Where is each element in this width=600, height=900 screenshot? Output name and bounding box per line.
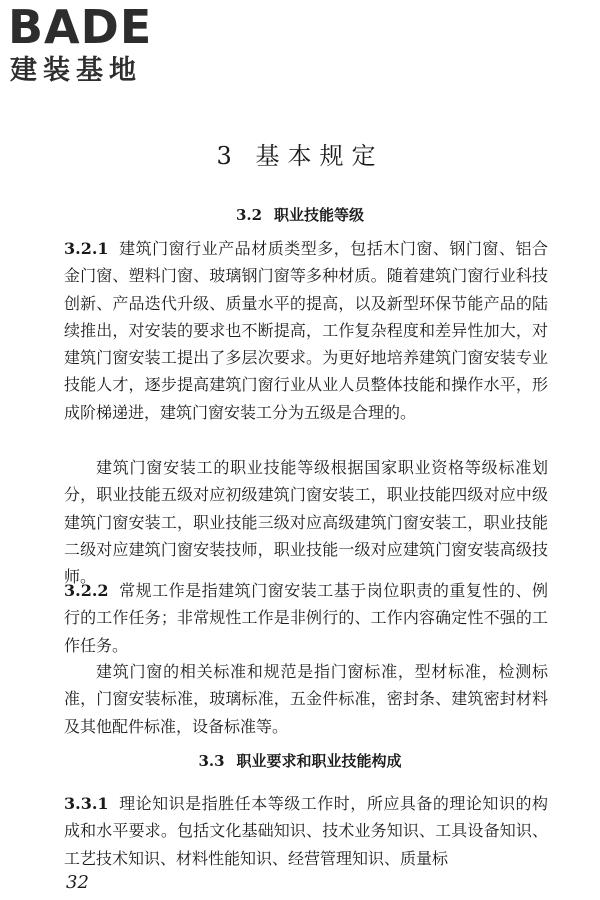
clause-text: 建筑门窗行业产品材质类型多，包括木门窗、钢门窗、铝合金门窗、塑料门窗、玻璃钢门窗等多种材质。随着建筑门窗行业科技创新、产品迭代升级、质量水平的提高，以及新型环保节能产品的陆续推出，对安装的要求也不断提高，工作复杂程度和差异性加大，对建筑门窗安装工提出了多层次要求。为更好地培养建筑门窗安装专业技能人才，逐步提高建筑门窗行业从业人员整体技能和操作水平，形成阶梯递进，建筑门窗安装工分为五级是合理的。 [64, 239, 548, 422]
clause-text: 建筑门窗的相关标准和规范是指门窗标准，型材标准，检测标准，门窗安装标准，玻璃标准，五金件标准，密封条、建筑密封材料及其他配件标准，设备标准等。 [64, 662, 548, 736]
clause-text: 理论知识是指胜任本等级工作时，所应具备的理论知识的构成和水平要求。包括文化基础知识、技术业务知识、工具设备知识、工艺技术知识、材料性能知识、经营管理知识、质量标 [64, 794, 548, 868]
clause-3-3-1 [64, 790, 548, 872]
section-number: 3.2 [235, 206, 263, 224]
clause-number: 3.2.2 [64, 581, 109, 600]
clause-3-2-2 [64, 577, 548, 659]
page-number: 32 [66, 872, 89, 893]
clause-3-2-1 [64, 235, 548, 426]
bade-logo [8, 0, 178, 90]
section-title-3-3 [0, 750, 600, 772]
section-number: 3.3 [198, 752, 225, 770]
clause-text: 建筑门窗安装工的职业技能等级根据国家职业资格等级标准划分，职业技能五级对应初级建筑门窗安装工，职业技能四级对应中级建筑门窗安装工，职业技能三级对应高级建筑门窗安装工，职业技能二级对应建筑门窗安装技师，职业技能一级对应建筑门窗安装高级技师。 [64, 458, 548, 587]
logo-wordmark: BADE [8, 0, 153, 54]
section-heading: 职业技能等级 [274, 206, 365, 224]
clause-number: 3.2.1 [64, 239, 109, 258]
section-heading: 职业要求和职业技能构成 [236, 752, 402, 770]
clause-3-2-1-para-2 [64, 454, 548, 590]
chapter-title: 3 基本规定 [216, 142, 384, 170]
clause-3-2-2-para-2 [64, 658, 548, 740]
clause-number: 3.3.1 [64, 794, 109, 813]
section-title-3-2 [0, 204, 600, 226]
clause-text: 常规工作是指建筑门窗安装工基于岗位职责的重复性的、例行的工作任务；非常规性工作是非例行的、工作内容确定性不强的工作任务。 [64, 581, 548, 655]
logo-chinese: 建装基地 [10, 55, 142, 86]
